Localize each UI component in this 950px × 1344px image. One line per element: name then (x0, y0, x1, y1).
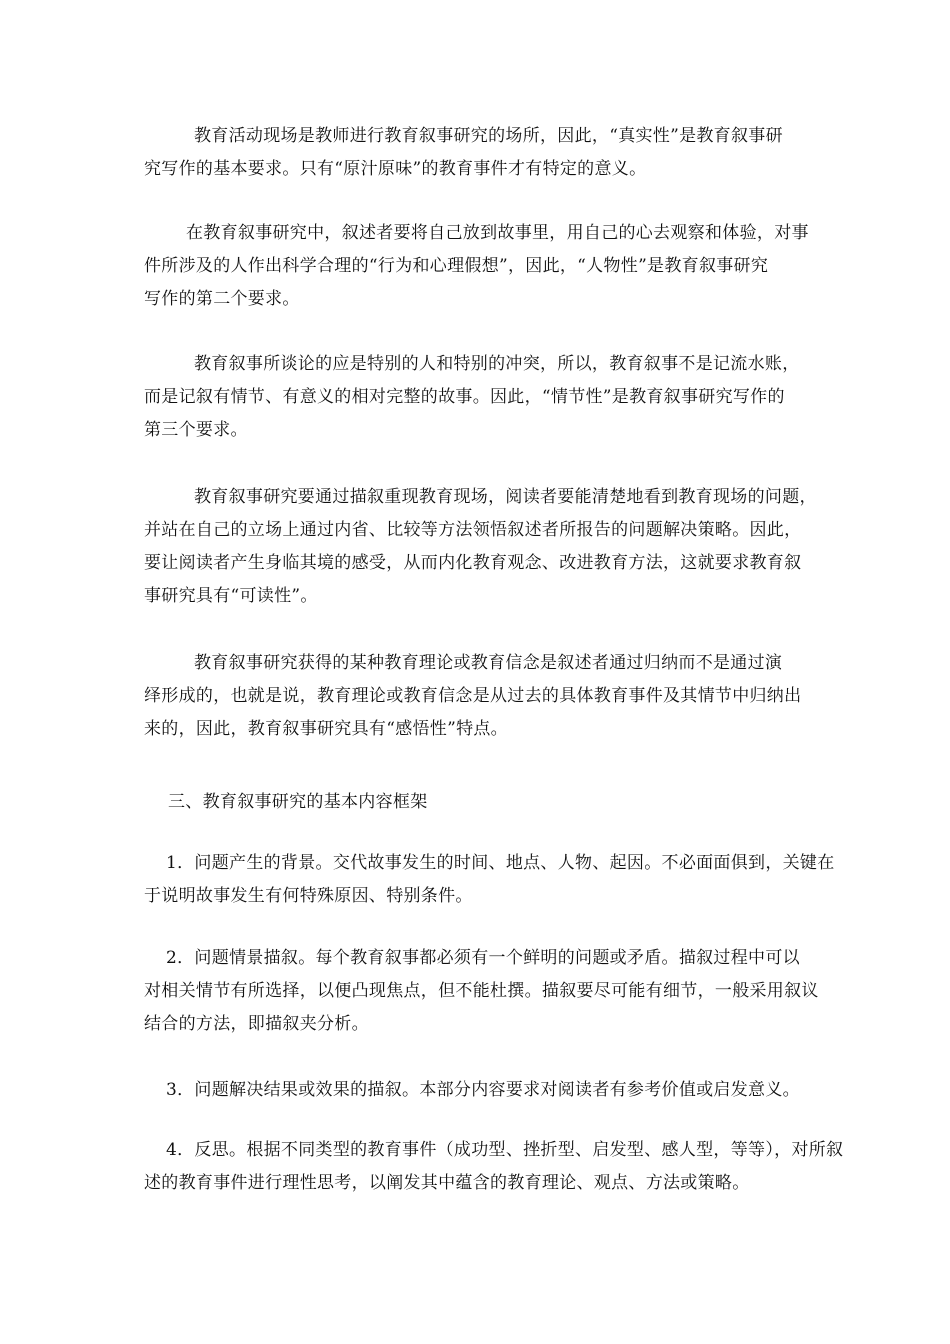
text-line: 1．问题产生的背景。交代故事发生的时间、地点、人物、起因。不必面面俱到，关键在 (166, 853, 835, 873)
text-line: 2．问题情景描叙。每个教育叙事都必须有一个鲜明的问题或矛盾。描叙过程中可以 (166, 948, 800, 968)
text-line: 于说明故事发生有何特殊原因、特别条件。 (144, 886, 473, 906)
text-line: 对相关情节有所选择，以便凸现焦点，但不能杜撰。描叙要尽可能有细节，一般采用叙议 (144, 981, 819, 1001)
text-line: 第三个要求。 (144, 420, 248, 440)
paragraph-readability (144, 481, 817, 613)
paragraph-plot (144, 348, 814, 447)
list-item-reflection (144, 1134, 844, 1200)
text-line: 教育活动现场是教师进行教育叙事研究的场所，因此，“真实性”是教育叙事研 (194, 126, 783, 146)
text-line: 要让阅读者产生身临其境的感受，从而内化教育观念、改进教育方法，这就要求教育叙 (144, 553, 802, 573)
heading-text: 三、教育叙事研究的基本内容框架 (168, 792, 428, 812)
text-line: 而是记叙有情节、有意义的相对完整的故事。因此，“情节性”是教育叙事研究写作的 (144, 387, 785, 407)
text-line: 教育叙事所谈论的应是特别的人和特别的冲突，所以，教育叙事不是记流水账， (194, 354, 800, 374)
text-line: 教育叙事研究获得的某种教育理论或教育信念是叙述者通过归纳而不是通过演 (194, 653, 783, 673)
text-line: 教育叙事研究要通过描叙重现教育现场，阅读者要能清楚地看到教育现场的问题， (194, 487, 817, 507)
text-line: 4．反思。根据不同类型的教育事件（成功型、挫折型、启发型、感人型，等等），对所叙 (166, 1140, 844, 1160)
list-item-result (144, 1074, 814, 1107)
paragraph-insight (144, 647, 814, 746)
text-line: 件所涉及的人作出科学合理的“行为和心理假想”，因此，“人物性”是教育叙事研究 (144, 256, 769, 276)
list-item-situation (144, 942, 819, 1041)
text-line: 来的，因此，教育叙事研究具有“感悟性”特点。 (144, 719, 508, 739)
paragraph-authenticity (144, 120, 814, 186)
text-line: 写作的第二个要求。 (144, 289, 300, 309)
text-line: 述的教育事件进行理性思考，以阐发其中蕴含的教育理论、观点、方法或策略。 (144, 1173, 750, 1193)
text-line: 究写作的基本要求。只有“原汁原味”的教育事件才有特定的意义。 (144, 159, 647, 179)
text-line: 3．问题解决结果或效果的描叙。本部分内容要求对阅读者有参考价值或启发意义。 (166, 1080, 800, 1100)
list-item-background (144, 847, 835, 913)
text-line: 并站在自己的立场上通过内省、比较等方法领悟叙述者所报告的问题解决策略。因此， (144, 520, 802, 540)
text-line: 结合的方法，即描叙夹分析。 (144, 1014, 369, 1034)
section-heading (144, 786, 814, 819)
text-line: 绎形成的，也就是说，教育理论或教育信念是从过去的具体教育事件及其情节中归纳出 (144, 686, 802, 706)
paragraph-character (144, 217, 814, 316)
text-line: 在教育叙事研究中，叙述者要将自己放到故事里，用自己的心去观察和体验，对事 (186, 223, 809, 243)
text-line: 事研究具有“可读性”。 (144, 586, 318, 606)
